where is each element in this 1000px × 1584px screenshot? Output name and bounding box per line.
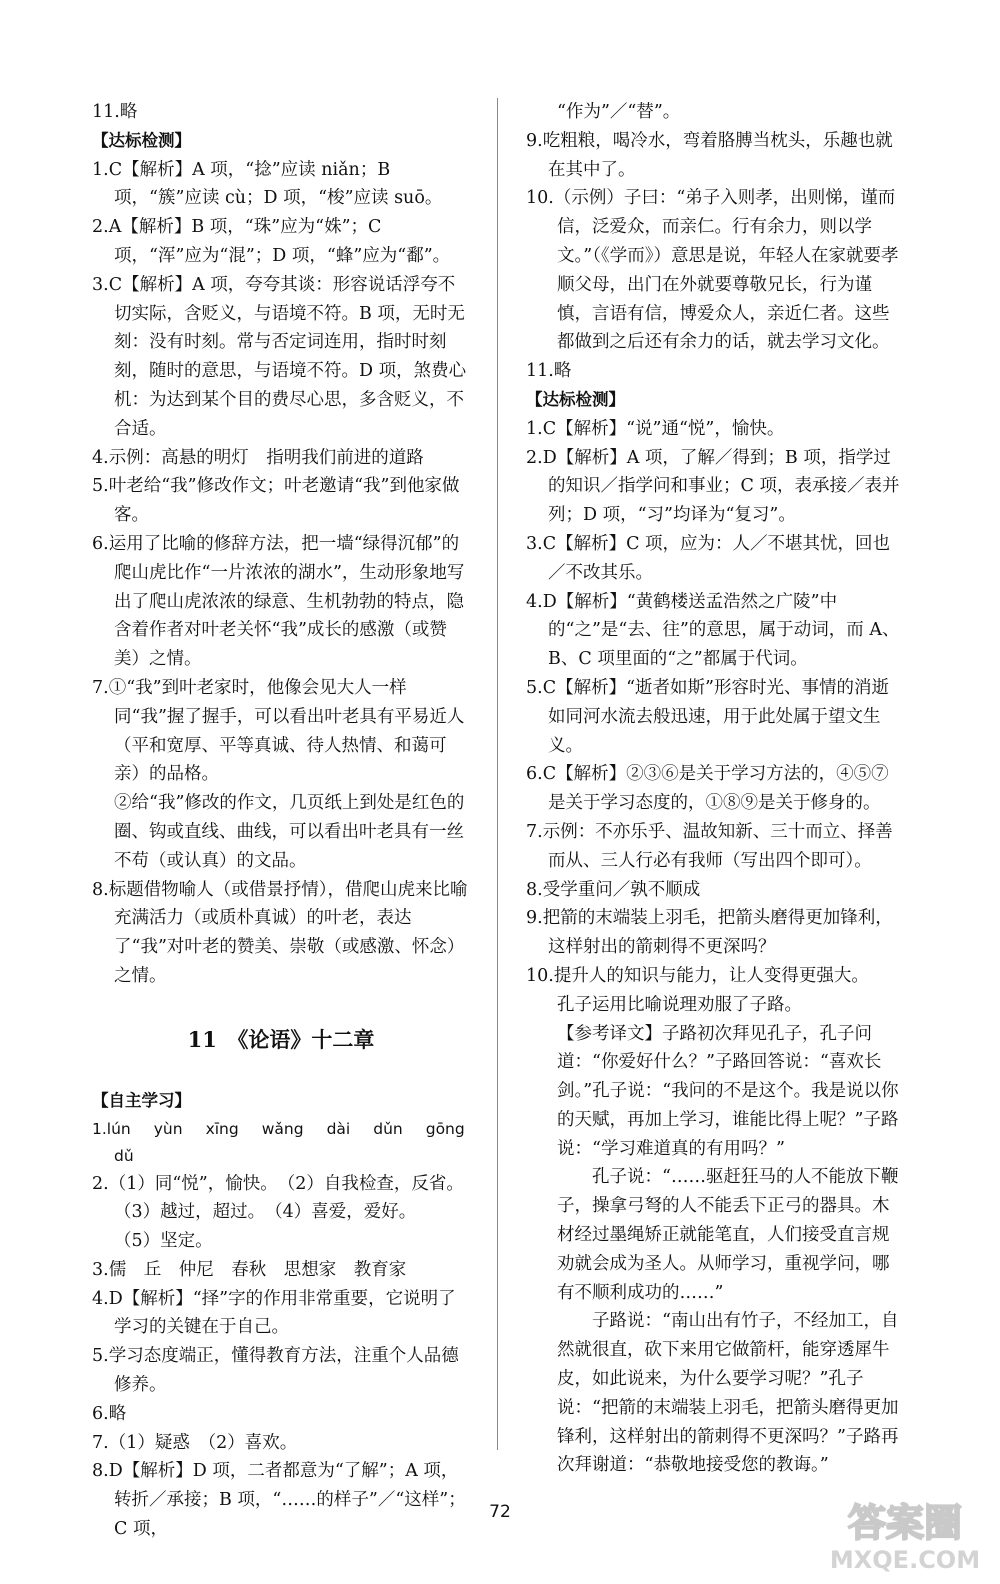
answer-item: 3.C【解析】C 项，应为：人／不堪其忧，回也／不改其乐。 — [526, 533, 891, 583]
pinyin-row — [92, 1116, 470, 1143]
translation-paragraph: 子路说：“南山出有竹子，不经加工，自然就很直，砍下来用它做箭杆，能穿透犀牛皮，如此说来，为什么要学习呢？”孔子说：“把箭的末端装上羽毛，把箭头磨得更加锋利，这样射出的箭刺得不更深吗？”子路再次拜谢道：“恭敬地接受您的教诲。” — [557, 1311, 899, 1476]
answer-item: 8.D【解析】D 项，二者都意为“了解”；A 项，转折／承接；B 项，“……的样子”／“这样”；C 项， — [92, 1461, 466, 1540]
answer-item: 11.略 — [526, 361, 572, 382]
chapter-title: 11 《论语》十二章 — [187, 1026, 375, 1052]
pinyin-word: xīng — [205, 1119, 239, 1138]
watermark-bottom-text: MXQE.COM — [829, 1546, 981, 1574]
pinyin-row-2: dǔ — [114, 1146, 134, 1165]
left-column — [92, 98, 470, 1544]
pinyin-word: gōng — [425, 1119, 465, 1138]
column-divider — [497, 98, 498, 1450]
answer-item: 4.D【解析】“择”字的作用非常重要，它说明了学习的关键在于自己。 — [92, 1288, 456, 1338]
answer-item: 3.C【解析】A 项，夸夸其谈：形容说话浮夸不切实际，含贬义，与语境不符。B 项，无时无刻：没有时刻。常与否定词连用，指时时刻刻，随时的意思，与语境不符。D 项，煞费心机：为达到某个目的费尽心思，多含贬义，不合适。 — [92, 274, 467, 439]
page-number: 72 — [489, 1502, 511, 1522]
answer-item: 8.受学重问／孰不顺成 — [526, 879, 701, 900]
answer-item: “作为”／“替”。 — [557, 102, 681, 122]
pinyin-word: dǔn — [373, 1119, 403, 1138]
pinyin-word: wǎng — [261, 1119, 304, 1138]
answer-item: 2.A【解析】B 项，“珠”应为“姝”；C 项，“浑”应为“混”；D 项，“蜂”应为“鄱”。 — [92, 217, 451, 266]
section-heading: 【达标检测】 — [92, 130, 191, 150]
watermark-top-text: 答案圈 — [847, 1501, 963, 1545]
answer-item: 10.提升人的知识与能力，让人变得更强大。 — [526, 965, 869, 986]
answer-item: 7.（1）疑惑 （2）喜欢。 — [92, 1432, 298, 1453]
watermark-logo — [820, 1490, 990, 1575]
translation-paragraph: 【参考译文】子路初次拜见孔子，孔子问道：“你爱好什么？”子路回答说：“喜欢长剑。”孔子说：“我问的不是这个。我是说以你的天赋，再加上学习，谁能比得上呢？”子路说：“学习难道真的有用吗？” — [557, 1023, 899, 1159]
answer-item: 孔子运用比喻说理劝服了子路。 — [557, 994, 802, 1015]
answer-item: 9.吃粗粮，喝冷水，弯着胳膊当枕头，乐趣也就在其中了。 — [526, 130, 893, 180]
answer-item: 5.学习态度端正，懂得教育方法，注重个人品德修养。 — [92, 1346, 459, 1396]
answer-item: 1.C【解析】“说”通“悦”，愉快。 — [526, 418, 785, 439]
translation-paragraph: 孔子说：“……驱赶狂马的人不能放下鞭子，操拿弓弩的人不能丢下正弓的器具。木材经过墨绳矫正就能笔直，人们接受直言规劝就会成为圣人。从师学习，重视学问，哪有不顺利成功的……” — [557, 1167, 899, 1303]
answer-item: （5）坚定。 — [114, 1231, 213, 1252]
answer-item: 11.略 — [92, 102, 138, 122]
answer-item: 7.示例：不亦乐乎、温故知新、三十而立、择善而从、三人行必有我师（写出四个即可）。 — [526, 821, 893, 871]
answer-item: 3.儒 丘 仲尼 春秋 思想家 教育家 — [92, 1259, 407, 1280]
answer-item: 5.叶老给“我”修改作文；叶老邀请“我”到他家做客。 — [92, 476, 460, 526]
pinyin-word: 1.lún — [92, 1119, 131, 1138]
answer-item: 6.略 — [92, 1403, 127, 1424]
section-heading: 【自主学习】 — [92, 1090, 191, 1110]
answer-item: 5.C【解析】“逝者如斯”形容时光、事情的消逝如同河水流去般迅速，用于此处属于望文生义。 — [526, 677, 889, 756]
answer-item: 4.示例：高悬的明灯 指明我们前进的道路 — [92, 447, 424, 468]
answer-item: 1.C【解析】A 项，“捻”应读 niǎn；B 项，“簇”应读 cù；D 项，“梭”应读 suō。 — [92, 159, 443, 209]
answer-item: 7.①“我”到叶老家时，他像会见大人一样同“我”握了握手，可以看出叶老具有平易近人（平和宽厚、平等真诚、待人热情、和蔼可亲）的品格。 — [92, 677, 465, 785]
pinyin-word: dài — [326, 1119, 351, 1138]
section-heading: 【达标检测】 — [526, 389, 625, 409]
answer-item: 10.（示例）子曰：“弟子入则孝，出则悌，谨而信，泛爱众，而亲仁。行有余力，则以学文。”（《学而》）意思是说，年轻人在家就要孝顺父母，出门在外就要尊敬兄长，行为谨慎，言语有信，博爱众人，亲近仁者。这些都做到之后还有余力的话，就去学习文化。 — [526, 188, 899, 353]
answer-item: 6.运用了比喻的修辞方法，把一墙“绿得沉郁”的爬山虎比作“一片浓浓的湖水”，生动形象地写出了爬山虎浓浓的绿意、生机勃勃的特点，隐含着作者对叶老关怀“我”成长的感激（或赞美）之情。 — [92, 533, 465, 670]
answer-item: ②给“我”修改的作文，几页纸上到处是红色的圈、钩或直线、曲线，可以看出叶老具有一丝不苟（或认真）的文品。 — [114, 793, 465, 871]
pinyin-word: yùn — [153, 1119, 183, 1138]
answer-item: 6.C【解析】②③⑥是关于学习方法的，④⑤⑦是关于学习态度的，①⑧⑨是关于修身的。 — [526, 764, 889, 814]
answer-item: 4.D【解析】“黄鹤楼送孟浩然之广陵”中的“之”是“去、往”的意思，属于动词，而 A、B、C 项里面的“之”都属于代词。 — [526, 591, 900, 670]
answer-item: 2.D【解析】A 项，了解／得到；B 项，指学过的知识／指学问和事业；C 项，表承接／表并列；D 项，“习”均译为“复习”。 — [526, 447, 900, 526]
answer-item: （3）越过，超过。 （4）喜爱，爱好。 — [114, 1202, 417, 1223]
answer-item: 2.（1）同“悦”，愉快。 （2）自我检查，反省。 — [92, 1173, 464, 1194]
right-column — [526, 98, 904, 1480]
answer-item: 9.把箭的末端装上羽毛，把箭头磨得更加锋利，这样射出的箭刺得不更深吗？ — [526, 908, 893, 958]
answer-item: 8.标题借物喻人（或借景抒情），借爬山虎来比喻充满活力（或质朴真诚）的叶老，表达了“我”对叶老的赞美、崇敬（或感激、怀念）之情。 — [92, 879, 468, 986]
